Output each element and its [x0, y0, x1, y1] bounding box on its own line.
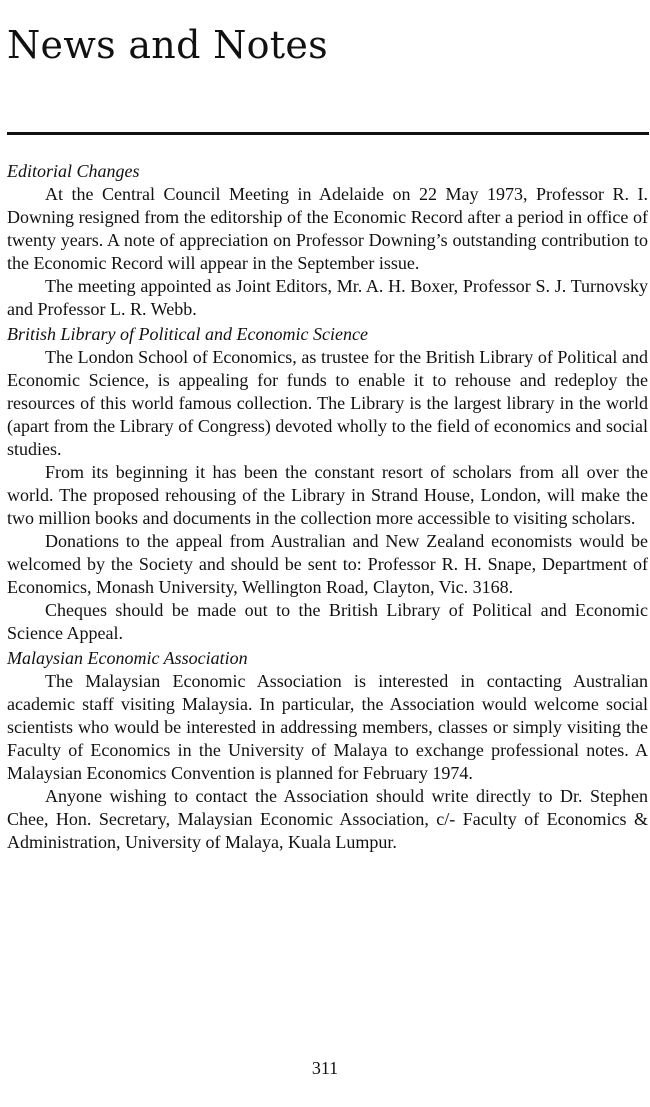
section-heading: Malaysian Economic Association	[7, 648, 248, 668]
paragraph: The Malaysian Economic Association is interested in contacting Australian academic staff visiting Malaysia. In particular, the Association would welcome social scientists who would be interested in addressing members, classes or simply visiting the Faculty of Economics in the University of Malaya to exchange professional notes. A Malaysian Economics Convention is planned for February 1974.	[7, 671, 648, 783]
paragraph: At the Central Council Meeting in Adelaide on 22 May 1973, Professor R. I. Downing resigned from the editorship of the Economic Record after a period in office of twenty years. A note of appreciation on Professor Downing’s outstanding contribution to the Economic Record will appear in the September issue.	[7, 184, 648, 273]
section-british-library	[7, 323, 648, 645]
paragraph: The meeting appointed as Joint Editors, Mr. A. H. Boxer, Professor S. J. Turnovsky and Professor L. R. Webb.	[7, 276, 648, 319]
paragraph: The London School of Economics, as trustee for the British Library of Political and Economic Science, is appealing for funds to enable it to rehouse and redeploy the resources of this world famous collection. The Library is the largest library in the world (apart from the Library of Congress) devoted wholly to the field of economics and social studies.	[7, 347, 648, 459]
section-editorial-changes	[7, 160, 648, 321]
article-body	[7, 160, 648, 854]
paragraph: Cheques should be made out to the British Library of Political and Economic Science Appeal.	[7, 600, 648, 643]
page-title: News and Notes	[7, 23, 328, 67]
page-number: 311	[311, 1058, 339, 1078]
section-malaysian-economic-association	[7, 647, 648, 854]
paragraph: Donations to the appeal from Australian and New Zealand economists would be welcomed by the Society and should be sent to: Professor R. H. Snape, Department of Economics, Monash University, Wellington Road, Clayton, Vic. 3168.	[7, 531, 648, 597]
paragraph: Anyone wishing to contact the Association should write directly to Dr. Stephen Chee, Hon. Secretary, Malaysian Economic Association, c/- Faculty of Economics & Administration, University of Malaya, Kuala Lumpur.	[7, 786, 648, 852]
title-rule	[7, 132, 649, 135]
paragraph: From its beginning it has been the constant resort of scholars from all over the world. The proposed rehousing of the Library in Strand House, London, will make the two million books and documents in the collection more accessible to visiting scholars.	[7, 462, 648, 528]
section-heading: Editorial Changes	[7, 161, 140, 181]
section-heading: British Library of Political and Economic Science	[7, 324, 368, 344]
